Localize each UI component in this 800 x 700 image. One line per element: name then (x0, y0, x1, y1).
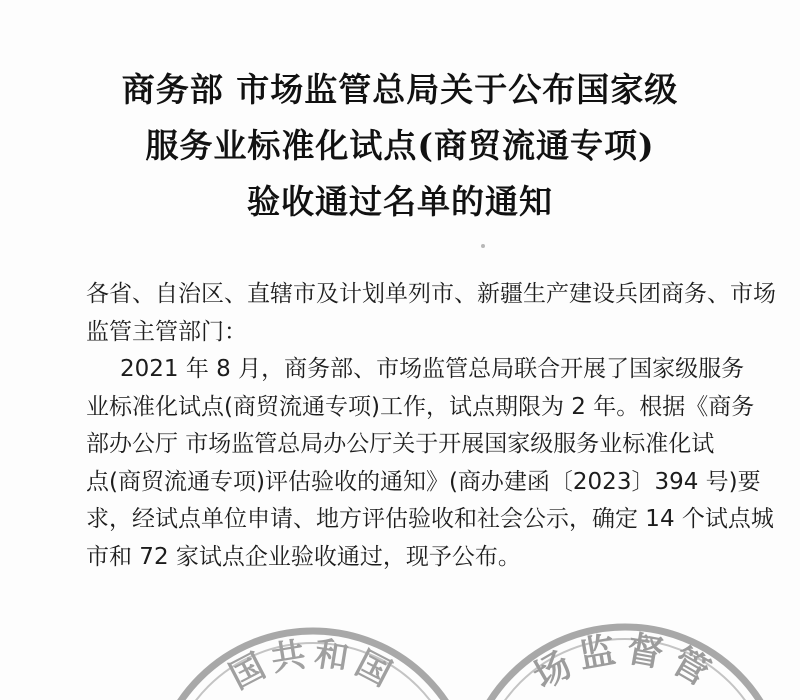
title-line-3: 验收通过名单的通知 (247, 182, 553, 221)
title-line-1: 商务部 市场监管总局关于公布国家级 (121, 70, 679, 109)
scan-speck (481, 244, 485, 248)
paragraph-line-1: 2021 年 8 月，商务部、市场监管总局联合开展了国家级服务 (120, 356, 745, 382)
document-title (0, 62, 800, 230)
addressee-line-2: 监管主管部门： (86, 318, 247, 345)
paragraph-line-5: 求，经试点单位申请、地方评估验收和社会公示，确定 14 个试点城 (86, 506, 774, 532)
seal-left-text: 国共和国 (223, 633, 403, 698)
paragraph-line-2: 业标准化试点(商贸流通专项)工作，试点期限为 2 年。根据《商务 (86, 393, 755, 420)
document-body (86, 276, 776, 576)
title-line-2: 服务业标准化试点(商贸流通专项) (145, 126, 655, 165)
paragraph-line-3: 部办公厅 市场监管总局办公厅关于开展国家级服务业标准化试 (86, 431, 715, 457)
seal-right-text: 场监督管 (526, 627, 724, 698)
seal-ministry-of-commerce (148, 626, 478, 700)
paragraph-line-6: 市和 72 家试点企业验收通过，现予公布。 (86, 543, 521, 570)
addressee-line-1: 各省、自治区、直辖市及计划单列市、新疆生产建设兵团商务、市场 (86, 281, 776, 307)
seal-market-regulation (460, 622, 790, 700)
paragraph-line-4: 点(商贸流通专项)评估验收的通知》(商办建函〔2023〕394 号)要 (86, 468, 761, 495)
